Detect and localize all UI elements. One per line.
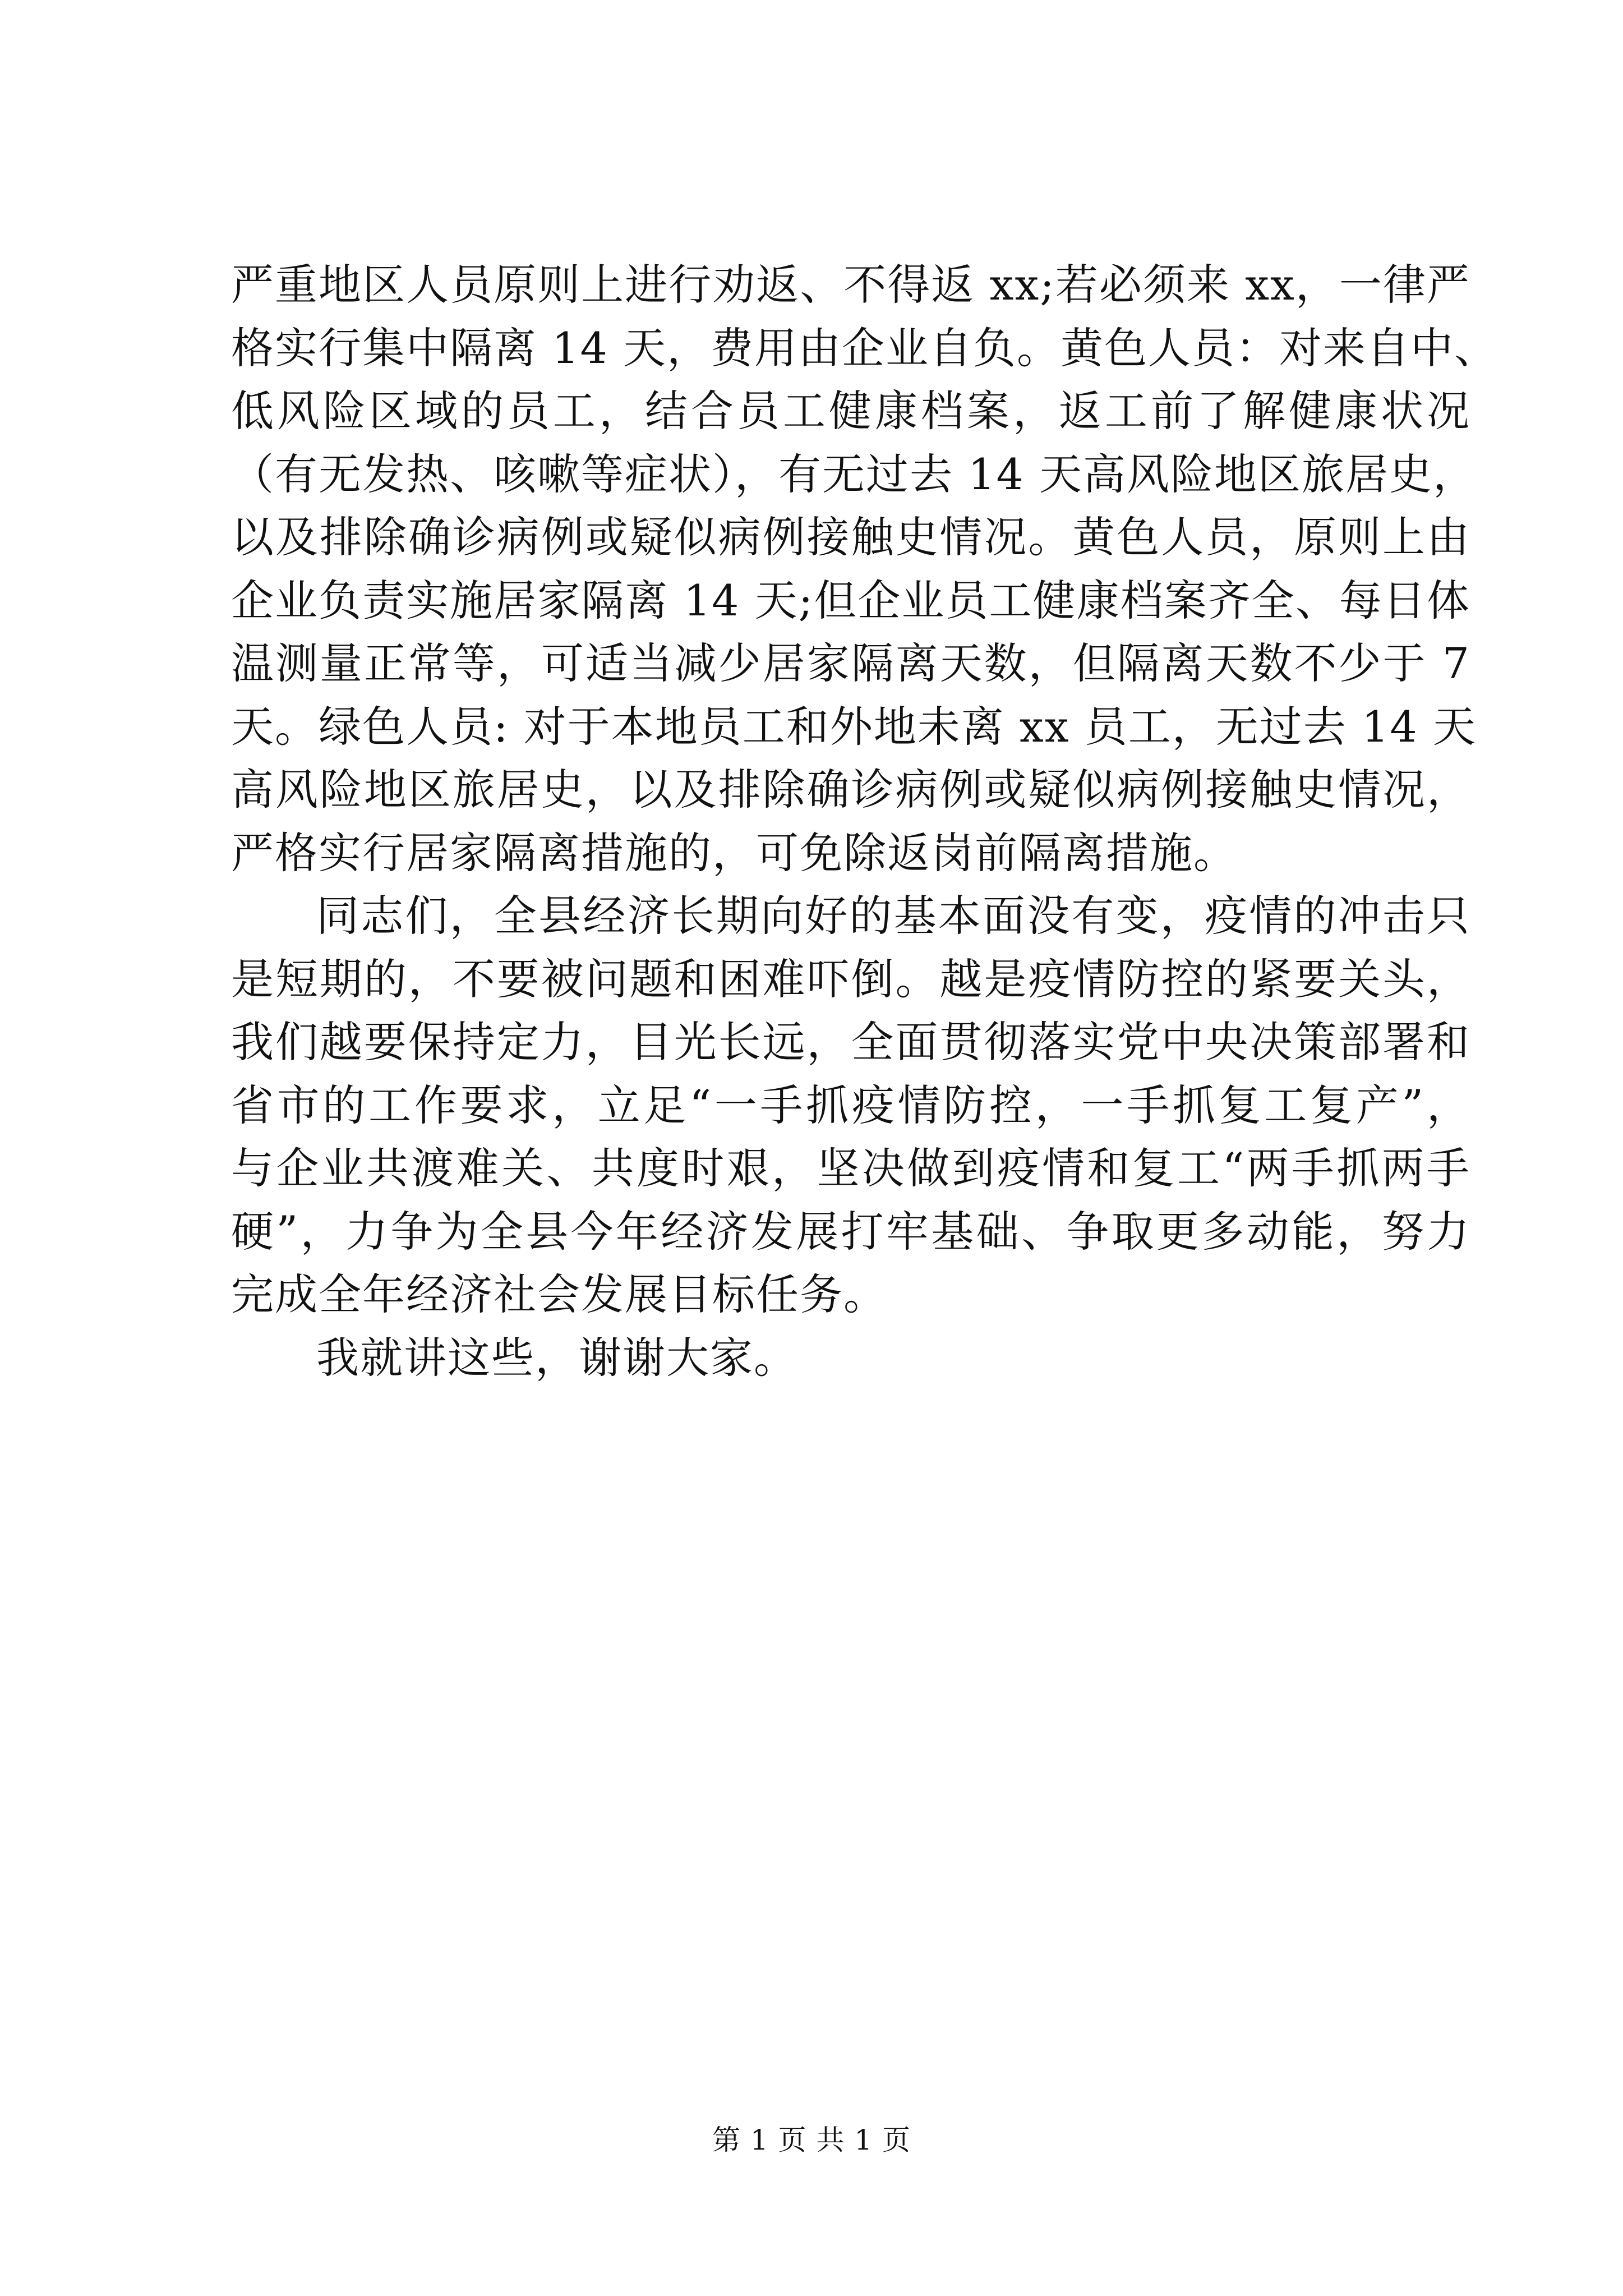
paragraph bbox=[231, 1327, 1470, 1390]
text-line: 完成全年经济社会发展目标任务。 bbox=[231, 1269, 887, 1319]
text-line: 同志们，全县经济长期向好的基本面没有变，疫情的冲击只 bbox=[316, 891, 1470, 941]
text-line: 低风险区域的员工，结合员工健康档案，返工前了解健康状况 bbox=[231, 386, 1470, 436]
page-footer: 第 1 页 共 1 页 bbox=[712, 2124, 911, 2156]
text-line: 是短期的，不要被问题和困难吓倒。越是疫情防控的紧要关头， bbox=[231, 954, 1470, 1004]
paragraph bbox=[231, 885, 1470, 1327]
text-line: 以及排除确诊病例或疑似病例接触史情况。黄色人员，原则上由 bbox=[231, 512, 1470, 562]
text-line: 温测量正常等，可适当减少居家隔离天数，但隔离天数不少于 7 bbox=[231, 638, 1470, 688]
text-line: 严格实行居家隔离措施的，可免除返岗前隔离措施。 bbox=[231, 827, 1237, 878]
text-line: 企业负责实施居家隔离 14 天;但企业员工健康档案齐全、每日体 bbox=[231, 575, 1470, 625]
text-line: 硬”，力争为全县今年经济发展打牢基础、争取更多动能，努力 bbox=[231, 1206, 1470, 1257]
text-line: 与企业共渡难关、共度时艰，坚决做到疫情和复工“两手抓两手 bbox=[231, 1143, 1470, 1193]
text-line: （有无发热、咳嗽等症状），有无过去 14 天高风险地区旅居史， bbox=[231, 449, 1477, 499]
text-line: 严重地区人员原则上进行劝返、不得返 xx;若必须来 xx，一律严 bbox=[231, 260, 1470, 310]
text-line: 我们越要保持定力，目光长远，全面贯彻落实党中央决策部署和 bbox=[231, 1017, 1470, 1067]
text-line: 省市的工作要求，立足“一手抓疫情防控，一手抓复工复产”， bbox=[231, 1080, 1470, 1130]
text-line: 天。绿色人员: 对于本地员工和外地未离 xx 员工，无过去 14 天 bbox=[231, 701, 1477, 752]
body-text bbox=[231, 254, 1498, 1389]
text-line: 我就讲这些，谢谢大家。 bbox=[316, 1332, 797, 1383]
text-line: 高风险地区旅居史，以及排除确诊病例或疑似病例接触史情况， bbox=[231, 765, 1470, 815]
text-line: 格实行集中隔离 14 天，费用由企业自负。黄色人员：对来自中、 bbox=[231, 323, 1498, 373]
paragraph bbox=[231, 254, 1498, 885]
